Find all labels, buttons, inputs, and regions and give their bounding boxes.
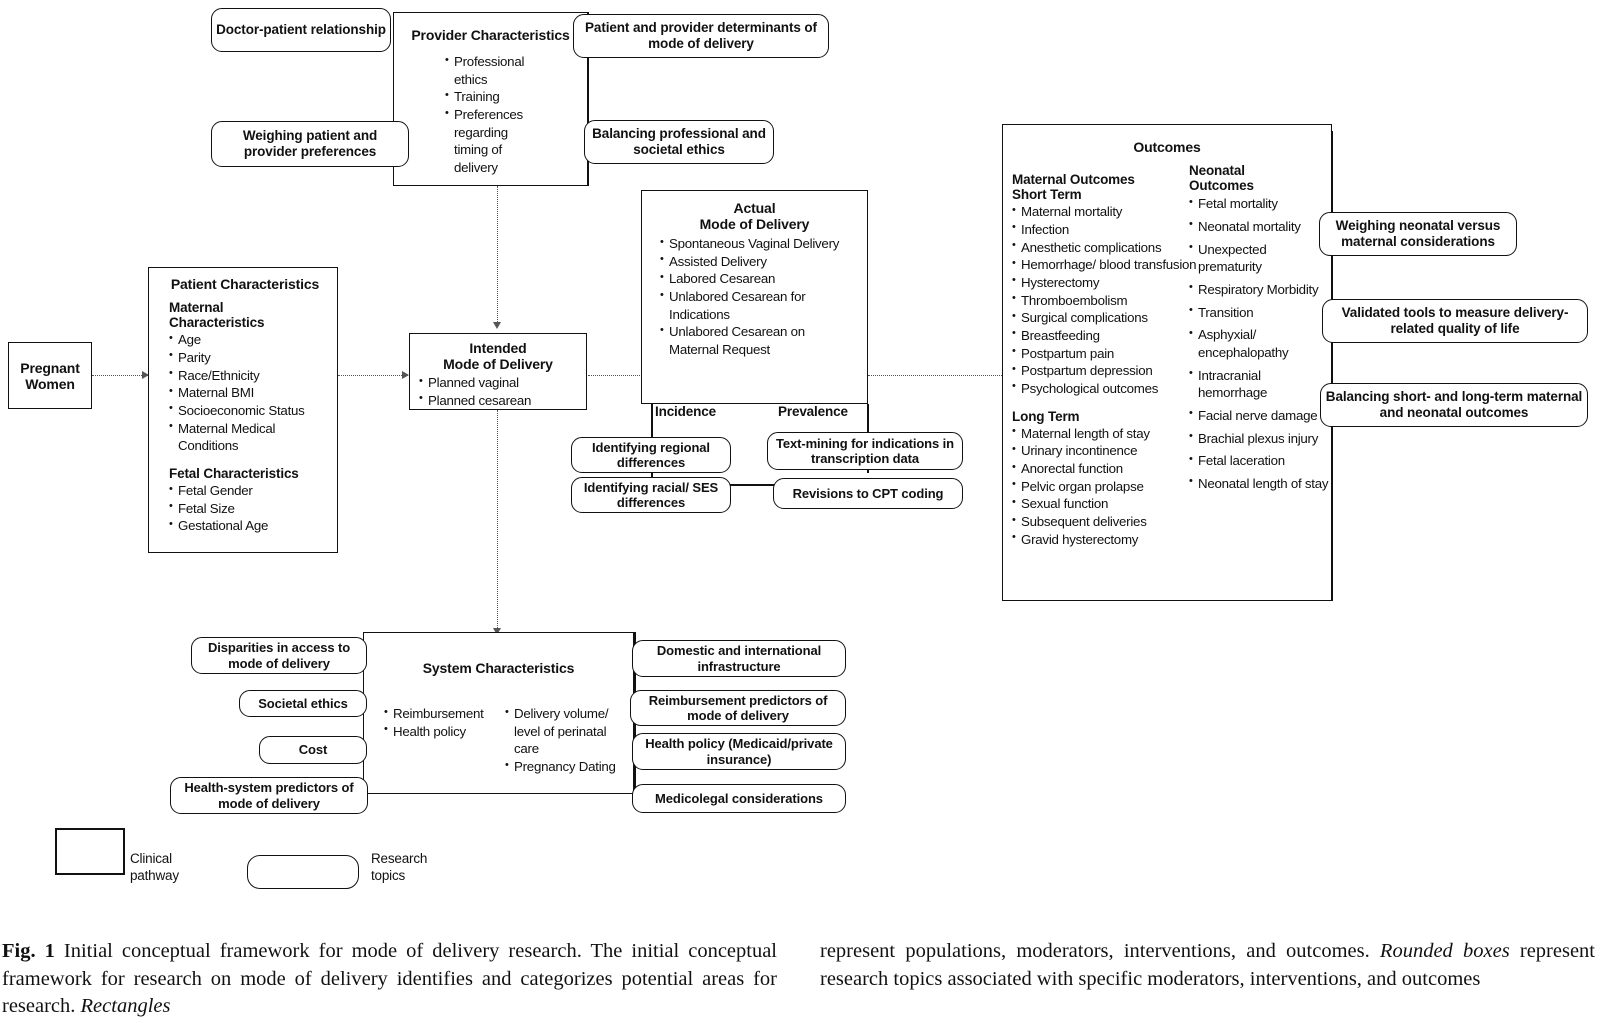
list-item: • Asphyxial/ encephalopathy (1189, 326, 1331, 361)
research-topic-label: Domestic and international infrastructure (656, 643, 822, 674)
system-characteristics-list-col1 (384, 705, 494, 740)
list-item: • Breastfeeding (1012, 327, 1192, 345)
maternal-outcomes-heading-line1: Maternal Outcomes (1012, 172, 1135, 187)
list-item: • Facial nerve damage (1189, 407, 1331, 425)
research-topic-label: Revisions to CPT coding (792, 485, 944, 501)
list-item: • Labored Cesarean (660, 270, 858, 288)
list-item: • Transition (1189, 304, 1331, 322)
list-item: • Brachial plexus injury (1189, 430, 1331, 448)
research-topic-label: Text-mining for indications in transcription data (775, 435, 955, 466)
actual-mode-title-line1: Actual (733, 200, 776, 216)
list-item: • Fetal Size (169, 500, 329, 518)
figure-caption-left-text: Initial conceptual framework for mode of delivery research. The initial conceptual framework for research on mode of delivery identifies and categorizes potential areas for research. (2, 940, 778, 1018)
provider-characteristics-title: Provider Characteristics (411, 27, 570, 43)
research-topic-balancing-professional-societal-ethics[interactable] (584, 120, 774, 164)
list-item: • Maternal Medical Conditions (169, 420, 329, 455)
outcomes-neonatal-column (1189, 163, 1331, 493)
box-system-characteristics[interactable] (363, 632, 634, 794)
connector-provider-to-intended (497, 186, 498, 326)
list-item: • Race/Ethnicity (169, 367, 329, 385)
research-topic-reimbursement-predictors[interactable] (630, 690, 846, 726)
neonatal-outcomes-list (1189, 195, 1331, 492)
research-topic-disparities-in-access[interactable] (191, 637, 367, 674)
list-item: • Subsequent deliveries (1012, 513, 1192, 531)
research-topic-label: Identifying racial/ SES differences (583, 479, 719, 510)
maternal-characteristics-list (169, 331, 329, 455)
box-outcomes[interactable] (1002, 124, 1332, 601)
research-topic-health-system-predictors[interactable] (170, 777, 368, 814)
research-topic-cost[interactable] (259, 736, 367, 764)
box-pregnant-women[interactable] (8, 342, 92, 409)
list-item: • Postpartum pain (1012, 345, 1192, 363)
list-item: • Delivery volume/ level of perinatal care (505, 705, 623, 758)
arrow-patient-to-intended (402, 371, 409, 379)
figure-number: Fig. 1 (2, 940, 55, 962)
legend-clinical-pathway-shape (55, 828, 125, 875)
maternal-characteristics-heading (169, 300, 289, 330)
research-topic-label: Patient and provider determinants of mode of delivery (585, 20, 817, 51)
box-patient-characteristics[interactable] (148, 267, 338, 553)
list-item: • Infection (1012, 221, 1192, 239)
connector-patient-to-intended (338, 375, 408, 376)
list-item: • Parity (169, 349, 329, 367)
list-item: • Hysterectomy (1012, 274, 1192, 292)
figure-caption-left-italic: Rectangles (80, 995, 171, 1018)
research-topic-label: Validated tools to measure delivery-related quality of life (1341, 305, 1569, 336)
list-item: • Respiratory Morbidity (1189, 281, 1331, 299)
list-item: • Unlabored Cesarean for Indications (660, 288, 858, 323)
list-item: • Sexual function (1012, 495, 1192, 513)
connector-pregnant-to-patient (92, 375, 148, 376)
research-topic-text-mining-indications[interactable] (767, 432, 963, 470)
intended-mode-title-line1: Intended (469, 340, 527, 356)
list-item: • Spontaneous Vaginal Delivery (660, 235, 858, 253)
connector-intended-to-system (497, 410, 498, 632)
list-item: • Preferences regarding timing of delivery (445, 106, 541, 177)
figure-caption-right-end: represent research topics associated with specific moderators, interventions, and outcomes (820, 940, 1595, 990)
list-item: • Training (445, 88, 541, 106)
legend-research-topics-shape (247, 855, 359, 889)
list-item: • Age (169, 331, 329, 349)
figure-caption-right-italic: Rounded boxes (1379, 940, 1510, 962)
research-topic-label: Health-system predictors of mode of delivery (184, 780, 354, 811)
box-intended-mode-of-delivery[interactable] (409, 333, 587, 410)
maternal-characteristics-heading-text: Maternal Characteristics (169, 300, 265, 331)
legend-clinical-pathway-label-line1: Clinical (130, 851, 172, 866)
list-item: • Fetal laceration (1189, 452, 1331, 470)
connector-actual-to-outcomes (868, 375, 1024, 376)
fetal-characteristics-heading: Fetal Characteristics (169, 465, 299, 481)
box-actual-mode-of-delivery[interactable] (641, 190, 868, 404)
list-item: • Anorectal function (1012, 460, 1192, 478)
research-topic-label: Balancing professional and societal ethics (592, 126, 766, 157)
prevalence-label: Prevalence (778, 404, 848, 419)
list-item: • Maternal BMI (169, 384, 329, 402)
list-item: • Neonatal length of stay (1189, 475, 1331, 493)
research-topic-patient-provider-determinants[interactable] (573, 14, 829, 58)
incidence-label: Incidence (655, 404, 716, 419)
box-provider-characteristics[interactable] (393, 12, 588, 186)
maternal-outcomes-heading-line2: Short Term (1012, 187, 1082, 203)
research-topic-medicolegal-considerations[interactable] (632, 784, 846, 813)
list-item: • Intracranial hemorrhage (1189, 367, 1331, 402)
research-topic-label: Societal ethics (258, 695, 348, 711)
list-item: • Fetal mortality (1189, 195, 1331, 213)
system-characteristics-title: System Characteristics (422, 660, 575, 676)
research-topic-label: Disparities in access to mode of delivery (207, 640, 351, 671)
patient-characteristics-title: Patient Characteristics (170, 276, 320, 292)
list-item: • Pregnancy Dating (505, 758, 623, 776)
list-item: • Gestational Age (169, 517, 329, 535)
list-item: • Unlabored Cesarean on Maternal Request (660, 323, 858, 358)
research-topic-label: Weighing neonatal versus maternal considerations (1335, 218, 1501, 249)
neonatal-outcomes-heading-line1: Neonatal (1189, 163, 1245, 178)
list-item: • Assisted Delivery (660, 253, 858, 271)
intended-mode-title-line2: Mode of Delivery (443, 356, 553, 372)
research-topic-label: Medicolegal considerations (655, 790, 823, 806)
list-item: • Pelvic organ prolapse (1012, 478, 1192, 496)
list-item: • Fetal Gender (169, 482, 329, 500)
research-topic-revisions-cpt-coding[interactable] (773, 478, 963, 509)
list-item: • Postpartum depression (1012, 362, 1192, 380)
pregnant-women-title-line1: Pregnant (20, 359, 80, 376)
outcomes-title: Outcomes (1133, 139, 1201, 155)
maternal-short-term-list (1012, 203, 1197, 397)
fetal-characteristics-list (169, 482, 329, 535)
research-topic-label: Reimbursement predictors of mode of delivery (648, 692, 828, 723)
actual-mode-title-line2: Mode of Delivery (699, 216, 810, 232)
research-topic-health-policy-medicaid[interactable] (632, 733, 846, 770)
list-item: • Hemorrhage/ blood transfusion (1012, 256, 1192, 274)
neonatal-outcomes-heading-line2: Outcomes (1189, 178, 1254, 194)
list-item: • Socioeconomic Status (169, 402, 329, 420)
research-topic-label: Health policy (Medicaid/private insurance) (645, 736, 833, 767)
list-item: • Thromboembolism (1012, 292, 1192, 310)
research-topic-label: Balancing short- and long-term maternal and neonatal outcomes (1325, 389, 1583, 420)
research-topic-label: Cost (298, 742, 328, 758)
research-topic-domestic-international-infrastructure[interactable] (632, 640, 846, 677)
list-item: • Unexpected prematurity (1189, 241, 1331, 276)
figure-caption-left (2, 938, 777, 1021)
legend-research-topics-label-line1: Research (371, 851, 428, 866)
research-topic-identifying-regional-differences[interactable] (571, 437, 731, 473)
figure-caption-right-start: represent populations, moderators, interventions, and outcomes. (820, 940, 1380, 962)
research-topic-balancing-short-long-term-outcomes[interactable] (1320, 383, 1588, 427)
outcomes-maternal-column (1012, 172, 1197, 548)
list-item: • Urinary incontinence (1012, 442, 1192, 460)
legend-clinical-pathway-label (130, 851, 179, 885)
provider-characteristics-list (445, 53, 541, 177)
list-item: • Planned vaginal (419, 374, 586, 392)
research-topic-weighing-patient-provider-preferences[interactable] (211, 121, 409, 167)
intended-mode-list (419, 374, 586, 409)
research-topic-doctor-patient-relationship[interactable] (211, 8, 391, 52)
legend-research-topics-label (371, 851, 427, 885)
list-item: • Gravid hysterectomy (1012, 531, 1192, 549)
list-item: • Reimbursement (384, 705, 494, 723)
legend-research-topics-label-line2: topics (371, 867, 406, 883)
research-topic-weighing-neonatal-versus-maternal[interactable] (1319, 212, 1517, 256)
system-characteristics-list-col2 (505, 705, 623, 776)
list-item: • Surgical complications (1012, 309, 1192, 327)
list-item: • Health policy (384, 723, 494, 741)
research-topic-identifying-racial-ses-differences[interactable] (571, 477, 731, 513)
list-item: • Psychological outcomes (1012, 380, 1192, 398)
research-topic-label: Doctor-patient relationship (216, 22, 386, 38)
legend-clinical-pathway-label-line2: pathway (130, 867, 179, 883)
list-item: • Maternal length of stay (1012, 425, 1192, 443)
long-term-heading: Long Term (1012, 408, 1080, 424)
figure-caption-right (820, 938, 1595, 993)
list-item: • Anesthetic complications (1012, 239, 1192, 257)
list-item: • Planned cesarean (419, 392, 586, 410)
arrow-provider-to-intended (493, 322, 501, 329)
research-topic-label: Weighing patient and provider preferences (242, 128, 378, 159)
research-topic-societal-ethics[interactable] (239, 690, 367, 717)
actual-mode-list (660, 235, 858, 359)
research-topic-label: Identifying regional differences (592, 439, 710, 470)
maternal-long-term-list (1012, 425, 1192, 549)
list-item: • Neonatal mortality (1189, 218, 1331, 236)
list-item: • Maternal mortality (1012, 203, 1192, 221)
research-topic-validated-tools-quality-of-life[interactable] (1322, 299, 1588, 343)
pregnant-women-title-line2: Women (25, 375, 75, 392)
list-item: • Professional ethics (445, 53, 541, 88)
